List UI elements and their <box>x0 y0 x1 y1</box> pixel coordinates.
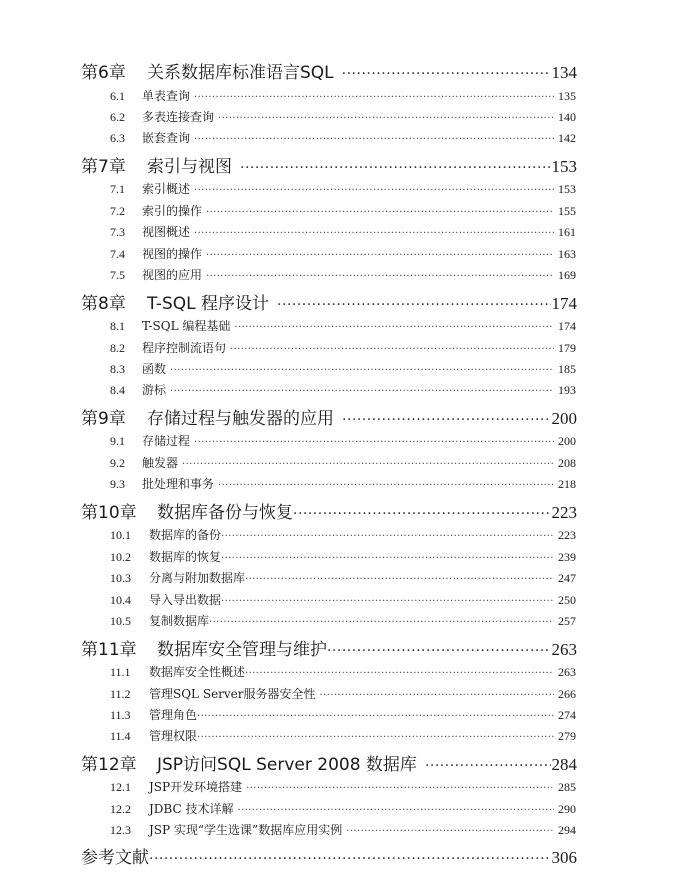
chapter-title: 索引与视图 <box>147 157 232 177</box>
section-page: 142 <box>558 131 576 145</box>
chapter-page: 223 <box>551 503 577 522</box>
section-page: 266 <box>558 687 576 701</box>
section-title: 视图的应用 <box>142 268 203 282</box>
section-number: 9.1 <box>110 434 125 448</box>
section-number: 6.2 <box>110 110 125 124</box>
references-page: 306 <box>551 848 577 867</box>
toc-section-7-1[interactable] <box>0 180 673 198</box>
chapter-number: 第12章 <box>81 755 137 775</box>
section-number: 12.3 <box>110 823 131 837</box>
dot-leader <box>245 665 554 683</box>
toc-section-10-4[interactable] <box>0 591 673 609</box>
toc-section-9-2[interactable] <box>0 454 673 472</box>
dot-leader <box>149 847 551 871</box>
section-title: JSP 实现“学生选课”数据库应用实例 <box>149 823 343 837</box>
section-page: 155 <box>558 204 576 218</box>
chapter-title: 存储过程与触发器的应用 <box>147 409 334 429</box>
section-title: 复制数据库 <box>149 614 210 628</box>
toc-section-9-3[interactable] <box>0 475 673 493</box>
dot-leader <box>237 802 554 820</box>
section-title: 数据库的备份 <box>149 528 222 542</box>
section-number: 10.1 <box>110 528 131 542</box>
section-number: 11.1 <box>110 665 131 679</box>
toc-chapter-7[interactable] <box>0 155 673 179</box>
section-title: 嵌套查询 <box>142 131 191 145</box>
toc-chapter-10[interactable] <box>0 501 673 525</box>
section-page: 274 <box>558 708 576 722</box>
section-number: 11.3 <box>110 708 131 722</box>
section-number: 10.2 <box>110 550 131 564</box>
section-page: 263 <box>558 665 576 679</box>
chapter-number: 第11章 <box>81 640 137 660</box>
section-page: 140 <box>558 110 576 124</box>
section-page: 218 <box>558 477 576 491</box>
toc-section-8-4[interactable] <box>0 381 673 399</box>
section-title: 数据库安全性概述 <box>149 665 246 679</box>
toc-section-7-2[interactable] <box>0 202 673 220</box>
dot-leader <box>221 528 554 546</box>
section-title: 索引的操作 <box>142 204 203 218</box>
toc-chapter-6[interactable] <box>0 61 673 85</box>
toc-section-11-1[interactable] <box>0 663 673 681</box>
section-page: 294 <box>558 823 576 837</box>
toc-section-10-1[interactable] <box>0 526 673 544</box>
section-page: 193 <box>558 383 576 397</box>
section-number: 7.2 <box>110 204 125 218</box>
section-number: 11.2 <box>110 687 131 701</box>
dot-leader <box>194 434 554 452</box>
section-page: 279 <box>558 729 576 743</box>
dot-leader <box>197 708 554 726</box>
toc-section-10-2[interactable] <box>0 548 673 566</box>
dot-leader <box>293 502 551 526</box>
section-title: 索引概述 <box>142 182 191 196</box>
dot-leader <box>346 823 554 841</box>
toc-chapter-9[interactable] <box>0 407 673 431</box>
section-title: 导入导出数据 <box>149 593 222 607</box>
section-title: 程序控制流语句 <box>142 341 227 355</box>
dot-leader <box>206 247 554 265</box>
chapter-page: 153 <box>551 157 577 176</box>
chapter-page: 263 <box>551 640 577 659</box>
section-page: 250 <box>558 593 576 607</box>
section-number: 6.1 <box>110 89 125 103</box>
chapter-number: 第9章 <box>81 409 126 429</box>
section-number: 10.3 <box>110 571 131 585</box>
dot-leader <box>194 89 554 107</box>
section-page: 239 <box>558 550 576 564</box>
toc-section-9-1[interactable] <box>0 432 673 450</box>
chapter-title: T-SQL 程序设计 <box>147 294 270 314</box>
section-page: 135 <box>558 89 576 103</box>
section-page: 200 <box>558 434 576 448</box>
dot-leader <box>245 571 554 589</box>
toc-section-12-1[interactable] <box>0 778 673 796</box>
section-number: 12.2 <box>110 802 131 816</box>
dot-leader <box>246 780 554 798</box>
section-title: T-SQL 编程基础 <box>142 319 231 333</box>
section-title: 数据库的恢复 <box>149 550 222 564</box>
section-number: 9.2 <box>110 456 125 470</box>
section-page: 153 <box>558 182 576 196</box>
toc-section-7-3[interactable] <box>0 223 673 241</box>
section-page: 174 <box>558 319 576 333</box>
dot-leader <box>206 268 554 286</box>
section-page: 179 <box>558 341 576 355</box>
dot-leader <box>194 182 554 200</box>
toc-section-6-2[interactable] <box>0 108 673 126</box>
toc-section-7-4[interactable] <box>0 245 673 263</box>
section-title: 管理SQL Server服务器安全性 <box>149 687 316 701</box>
section-title: JDBC 技术详解 <box>149 802 234 816</box>
chapter-title: 数据库安全管理与维护 <box>157 640 327 660</box>
section-page: 290 <box>558 802 576 816</box>
section-title: 视图的操作 <box>142 247 203 261</box>
section-number: 12.1 <box>110 780 131 794</box>
dot-leader <box>425 754 551 778</box>
section-number: 10.4 <box>110 593 131 607</box>
section-title: 视图概述 <box>142 225 191 239</box>
chapter-number: 第6章 <box>81 63 126 83</box>
chapter-title: JSP访问SQL Server 2008 数据库 <box>157 755 417 775</box>
toc-section-10-5[interactable] <box>0 612 673 630</box>
dot-leader <box>327 639 551 663</box>
dot-leader <box>218 477 554 495</box>
dot-leader <box>221 550 554 568</box>
toc-chapter-8[interactable] <box>0 292 673 316</box>
section-number: 10.5 <box>110 614 131 628</box>
toc-section-12-2[interactable] <box>0 800 673 818</box>
dot-leader <box>277 293 550 317</box>
section-page: 257 <box>558 614 576 628</box>
dot-leader <box>206 204 554 222</box>
dot-leader <box>194 131 554 149</box>
dot-leader <box>230 341 554 359</box>
section-page: 185 <box>558 362 576 376</box>
chapter-number: 第7章 <box>81 157 126 177</box>
section-number: 7.5 <box>110 268 125 282</box>
section-number: 9.3 <box>110 477 125 491</box>
toc-section-10-3[interactable] <box>0 569 673 587</box>
references-title: 参考文献 <box>81 848 149 868</box>
section-title: 管理角色 <box>149 708 198 722</box>
toc-section-6-3[interactable] <box>0 129 673 147</box>
toc-section-7-5[interactable] <box>0 266 673 284</box>
dot-leader <box>240 156 551 180</box>
toc-chapter-12[interactable] <box>0 753 673 777</box>
section-page: 163 <box>558 247 576 261</box>
dot-leader <box>221 593 554 611</box>
dot-leader <box>342 62 551 86</box>
toc-section-11-4[interactable] <box>0 727 673 745</box>
section-page: 161 <box>558 225 576 239</box>
chapter-page: 284 <box>551 755 577 774</box>
section-title: 管理权限 <box>149 729 198 743</box>
dot-leader <box>170 362 554 380</box>
section-title: JSP开发环境搭建 <box>149 780 243 794</box>
toc-chapter-11[interactable] <box>0 638 673 662</box>
chapter-number: 第10章 <box>81 503 137 523</box>
dot-leader <box>209 614 554 632</box>
dot-leader <box>170 383 554 401</box>
section-title: 批处理和事务 <box>142 477 215 491</box>
section-page: 285 <box>558 780 576 794</box>
section-number: 8.4 <box>110 383 125 397</box>
chapter-number: 第8章 <box>81 294 126 314</box>
dot-leader <box>197 729 554 747</box>
section-title: 存储过程 <box>142 434 191 448</box>
toc-section-8-1[interactable] <box>0 317 673 335</box>
section-page: 223 <box>558 528 576 542</box>
dot-leader <box>182 456 554 474</box>
toc-section-8-2[interactable] <box>0 339 673 357</box>
section-page: 169 <box>558 268 576 282</box>
toc-section-11-3[interactable] <box>0 706 673 724</box>
section-number: 8.1 <box>110 319 125 333</box>
chapter-page: 174 <box>551 294 577 313</box>
chapter-page: 200 <box>551 409 577 428</box>
chapter-title: 关系数据库标准语言SQL <box>147 63 334 83</box>
chapter-title: 数据库备份与恢复 <box>157 503 293 523</box>
section-title: 多表连接查询 <box>142 110 215 124</box>
chapter-page: 134 <box>551 63 577 82</box>
dot-leader <box>342 408 551 432</box>
toc-section-12-3[interactable] <box>0 821 673 839</box>
toc-section-6-1[interactable] <box>0 87 673 105</box>
section-title: 游标 <box>142 383 167 397</box>
dot-leader <box>194 225 554 243</box>
toc-section-11-2[interactable] <box>0 685 673 703</box>
section-title: 触发器 <box>142 456 179 470</box>
section-title: 单表查询 <box>142 89 191 103</box>
dot-leader <box>234 319 554 337</box>
section-number: 7.4 <box>110 247 125 261</box>
section-number: 7.1 <box>110 182 125 196</box>
dot-leader <box>218 110 554 128</box>
section-page: 247 <box>558 571 576 585</box>
section-page: 208 <box>558 456 576 470</box>
dot-leader <box>320 687 554 705</box>
toc-references[interactable] <box>0 846 673 870</box>
section-number: 8.2 <box>110 341 125 355</box>
section-number: 7.3 <box>110 225 125 239</box>
section-number: 6.3 <box>110 131 125 145</box>
section-title: 分离与附加数据库 <box>149 571 246 585</box>
toc-section-8-3[interactable] <box>0 360 673 378</box>
section-number: 8.3 <box>110 362 125 376</box>
section-title: 函数 <box>142 362 167 376</box>
section-number: 11.4 <box>110 729 131 743</box>
